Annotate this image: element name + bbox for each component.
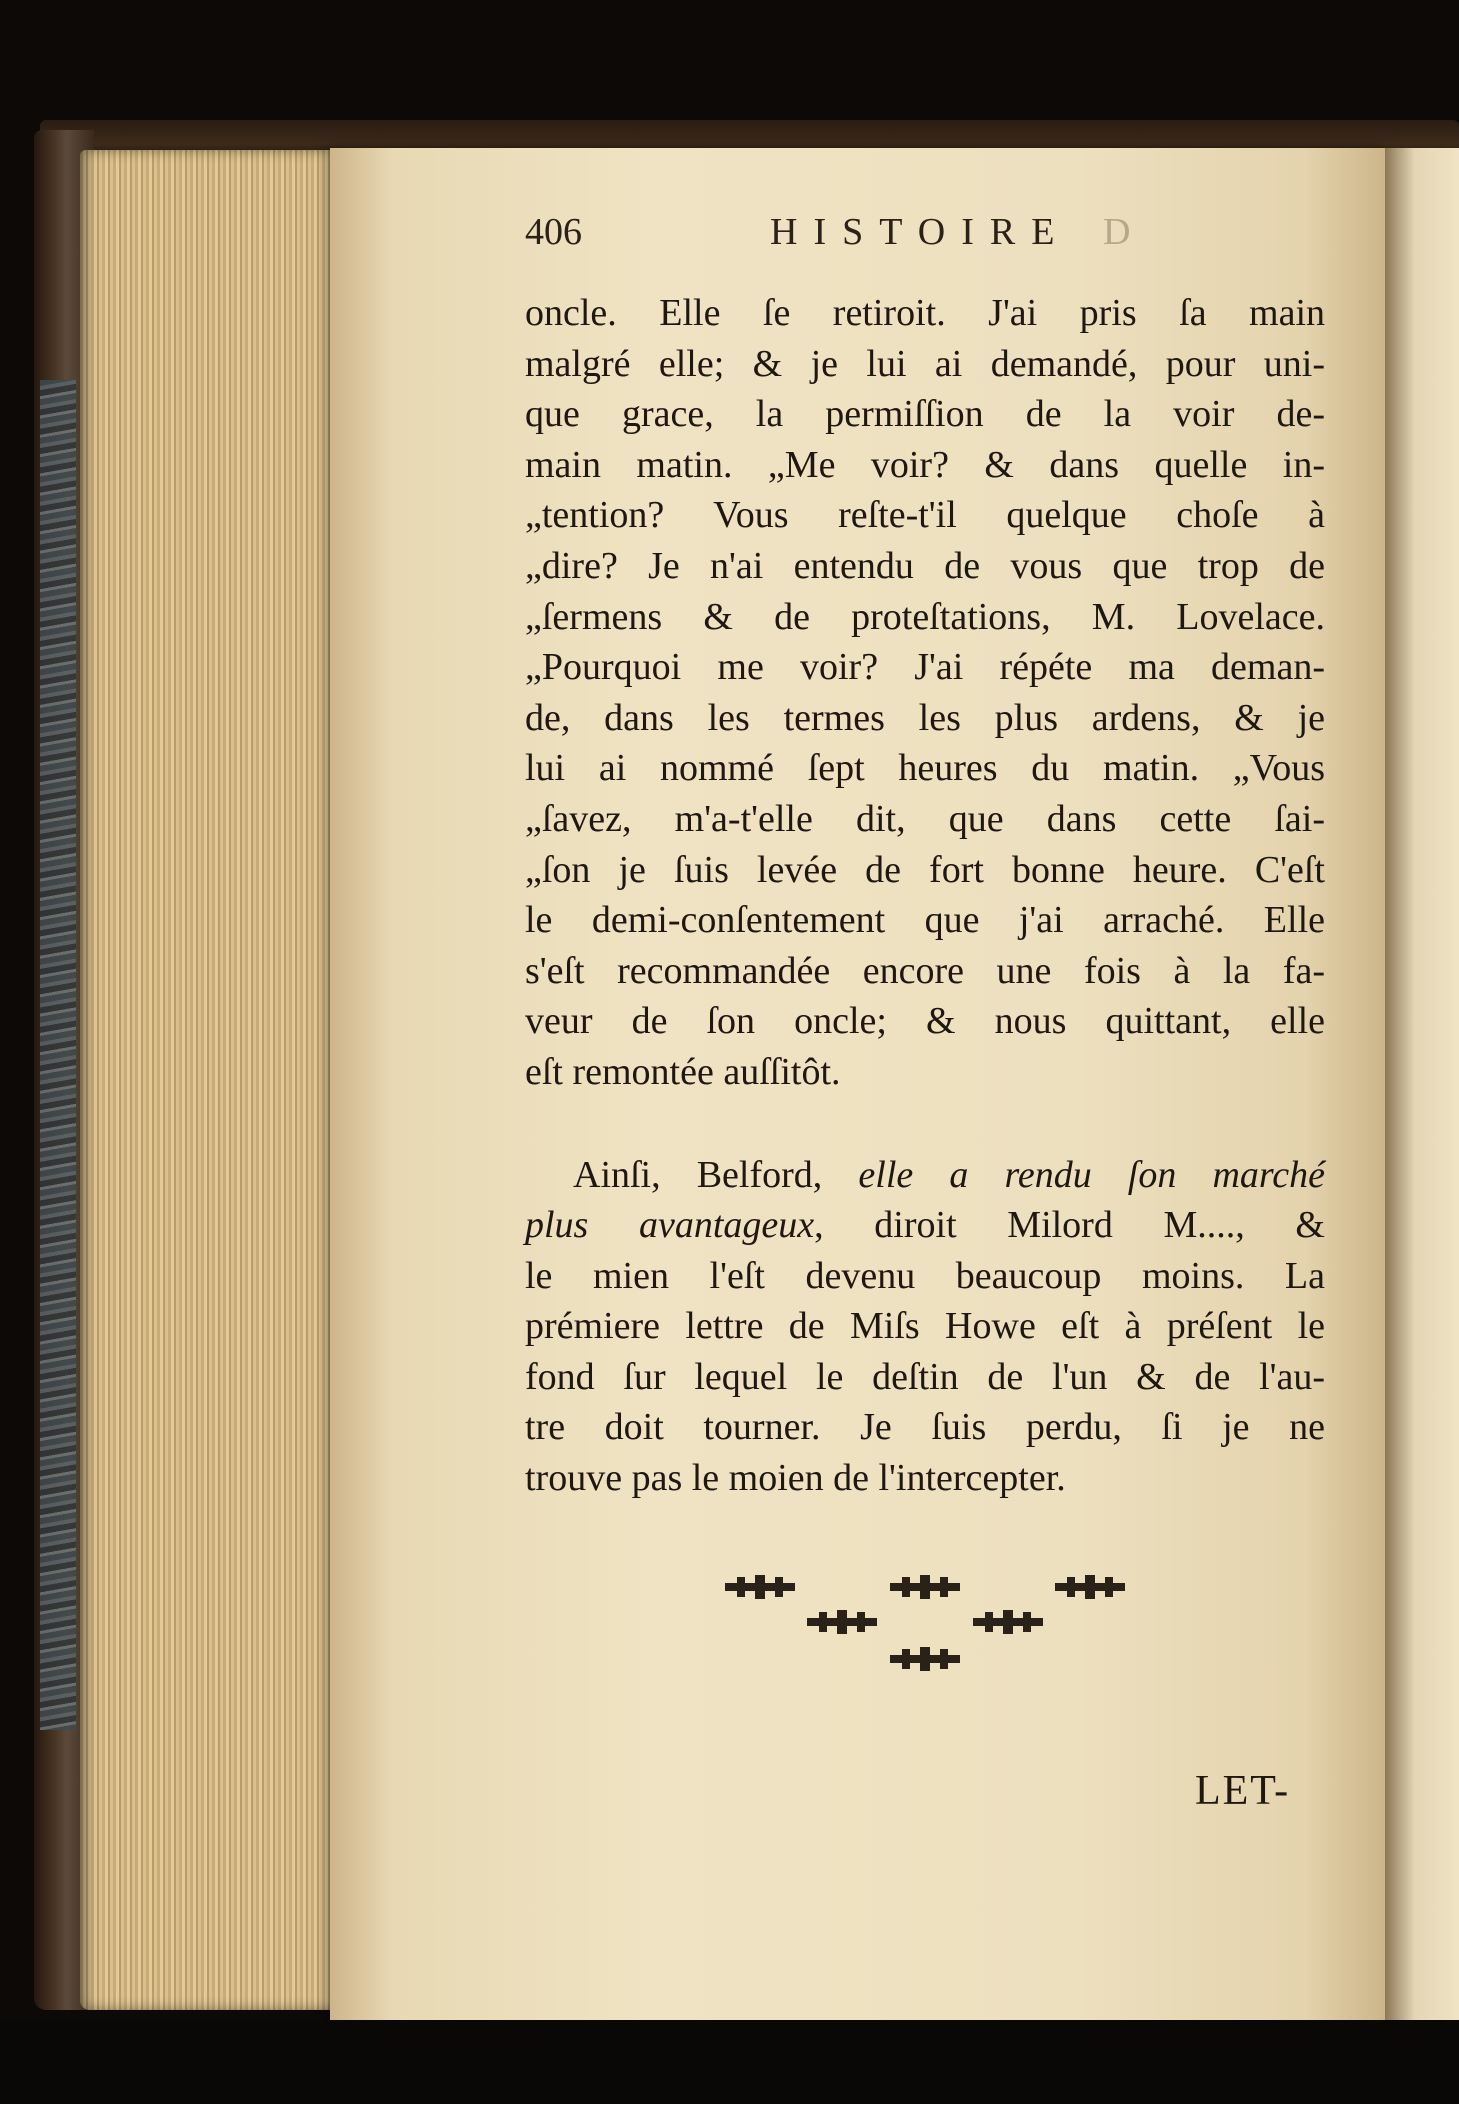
- text-line: tre doit tourner. Je ſuis perdu, ſi je ne: [525, 1406, 1325, 1449]
- text-line: fond ſur lequel le deſtin de l'un & de l'au-: [525, 1355, 1325, 1398]
- text-line: que grace, la permiſſion de la voir de-: [525, 393, 1325, 436]
- text-line: „Pourquoi me voir? J'ai répéte ma deman-: [525, 646, 1325, 689]
- printer-ornament: [715, 1565, 1135, 1685]
- text-line: trouve pas le moien de l'intercepter.: [525, 1457, 1066, 1500]
- catchword: LET-: [1195, 1768, 1291, 1814]
- text-line: main matin. „Me voir? & dans quelle in-: [525, 443, 1325, 486]
- fleuron: [1055, 1575, 1125, 1599]
- text-line: „dire? Je n'ai entendu de vous que trop de: [525, 544, 1325, 587]
- text-line: le demi-conſentement que j'ai arraché. Elle: [525, 899, 1325, 942]
- page-stack-edges: [80, 150, 340, 2010]
- text-line: malgré elle; & je lui ai demandé, pour uni-: [525, 342, 1325, 385]
- text-line: „tention? Vous reſte-t'il quelque choſe à: [525, 494, 1325, 537]
- running-head: [525, 210, 1425, 260]
- italic-text-run: elle a rendu ſon marché: [858, 1153, 1326, 1196]
- text-line: eſt remontée auſſitôt.: [525, 1050, 841, 1093]
- text-line: de, dans les termes les plus ardens, & je: [525, 696, 1325, 739]
- running-head-title: HISTOIRE: [770, 211, 1071, 253]
- text-line: [525, 1150, 1325, 1201]
- paragraph-gap: [525, 1098, 1325, 1150]
- running-head-bleed: D: [1103, 211, 1145, 253]
- fleuron: [890, 1647, 960, 1671]
- text-line: „ſon je ſuis levée de fort bonne heure. C'eſt: [525, 848, 1325, 891]
- fleuron: [807, 1610, 877, 1634]
- marbled-cover-edge: [40, 380, 76, 1730]
- text-line: veur de ſon oncle; & nous quittant, elle: [525, 1000, 1325, 1043]
- fleuron: [973, 1610, 1043, 1634]
- page-number: 406: [525, 211, 582, 253]
- background-bottom: [0, 2020, 1459, 2104]
- italic-text-run: plus avantageux: [525, 1204, 815, 1247]
- text-line: lui ai nommé ſept heures du matin. „Vous: [525, 747, 1325, 790]
- text-line: le mien l'eſt devenu beaucoup moins. La: [525, 1254, 1325, 1297]
- text-line: prémiere lettre de Miſs Howe eſt à préſent le: [525, 1305, 1325, 1348]
- body-text: [525, 288, 1325, 1504]
- text-line: „ſermens & de proteſtations, M. Lovelace.: [525, 595, 1325, 638]
- text-line: oncle. Elle ſe retiroit. J'ai pris ſa main: [525, 292, 1325, 334]
- facing-page-edge: [1385, 148, 1459, 2028]
- text-line: s'eſt recommandée encore une fois à la fa-: [525, 949, 1325, 992]
- text-line: [525, 1200, 1325, 1251]
- text-run: Ainſi, Belford,: [573, 1153, 859, 1196]
- fleuron: [725, 1575, 795, 1599]
- text-line: „ſavez, m'a-t'elle dit, que dans cette ſai-: [525, 797, 1325, 840]
- fleuron: [890, 1575, 960, 1599]
- text-run: , diroit Milord M...., &: [814, 1204, 1325, 1247]
